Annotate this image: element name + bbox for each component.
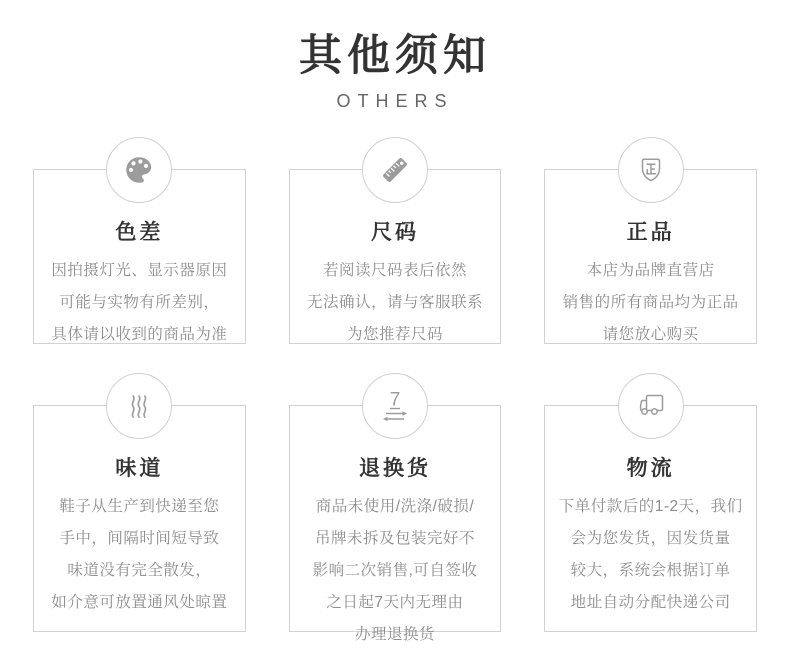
page-subtitle: OTHERS — [336, 91, 454, 111]
body-line: 若阅读尺码表后依然 — [322, 262, 467, 279]
palette-icon — [122, 153, 156, 187]
card-body — [545, 491, 756, 619]
card-title: 退换货 — [358, 457, 431, 480]
truck-icon — [633, 388, 669, 424]
card-body — [290, 491, 501, 651]
icon-badge — [106, 137, 172, 203]
body-line: 影响二次销售,可自签收 — [312, 562, 478, 579]
icon-badge — [618, 137, 684, 203]
body-line: 因拍摄灯光、显示器原因 — [51, 262, 228, 279]
body-line: 吊牌未拆及包装完好不 — [314, 530, 475, 547]
notice-card-color-difference — [33, 169, 246, 344]
steam-icon — [121, 388, 157, 424]
body-line: 鞋子从生产到快递至您 — [59, 498, 220, 515]
body-line: 味道没有完全散发， — [67, 562, 212, 579]
body-line: 为您推荐尺码 — [346, 326, 443, 343]
card-title: 物流 — [626, 457, 675, 480]
body-line: 无法确认，请与客服联系 — [306, 294, 483, 311]
body-line: 下单付款后的1-2天，我们 — [558, 498, 743, 515]
authentic-shield-icon — [633, 152, 669, 188]
card-title: 尺码 — [370, 221, 419, 244]
card-body — [545, 255, 756, 351]
page-title: 其他须知 — [299, 32, 491, 80]
card-title: 味道 — [115, 457, 164, 480]
body-line: 商品未使用/洗涤/破损/ — [315, 498, 475, 515]
icon-badge — [362, 137, 428, 203]
body-line: 本店为品牌直营店 — [586, 262, 715, 279]
icon-badge — [362, 373, 428, 439]
section-header — [0, 0, 790, 112]
icon-badge — [106, 373, 172, 439]
card-body — [34, 255, 245, 351]
body-line: 销售的所有商品均为正品 — [562, 294, 739, 311]
body-line: 地址自动分配快递公司 — [570, 594, 731, 611]
body-line: 办理退换货 — [354, 626, 435, 643]
card-title: 色差 — [115, 221, 164, 244]
notice-card-size — [289, 169, 502, 344]
body-line: 手中，间隔时间短导致 — [59, 530, 220, 547]
body-line: 具体请以收到的商品为准 — [51, 326, 228, 343]
notice-card-authentic — [544, 169, 757, 344]
card-body — [290, 255, 501, 351]
notice-card-grid — [33, 169, 757, 643]
body-line: 如介意可放置通风处晾置 — [51, 594, 228, 611]
notice-card-logistics — [544, 405, 757, 632]
ruler-icon — [377, 152, 413, 188]
body-line: 请您放心购买 — [602, 326, 699, 343]
notice-card-returns — [289, 389, 502, 643]
card-title: 正品 — [626, 221, 675, 244]
notice-card-smell — [33, 405, 246, 632]
body-line: 可能与实物有所差别， — [59, 294, 220, 311]
body-line: 之日起7天内无理由 — [326, 594, 464, 611]
icon-badge — [618, 373, 684, 439]
body-line: 较大，系统会根据订单 — [570, 562, 731, 579]
return-7days-icon — [377, 388, 413, 424]
body-line: 会为您发货，因发货量 — [570, 530, 731, 547]
card-body — [34, 491, 245, 619]
svg-text:7: 7 — [389, 389, 401, 411]
